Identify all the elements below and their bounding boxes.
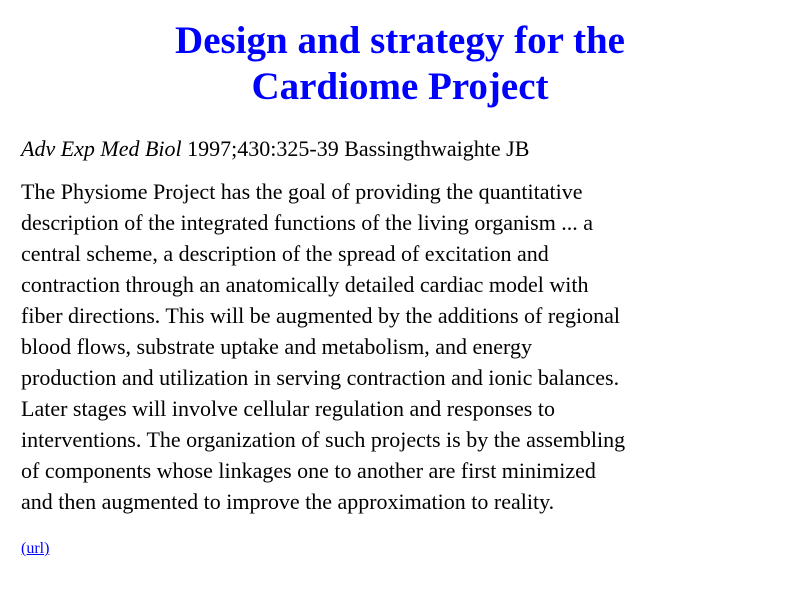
- citation-journal: Adv Exp Med Biol: [21, 136, 182, 161]
- abstract-text: [21, 176, 791, 517]
- slide-title: [0, 18, 800, 110]
- abstract-line: of components whose linkages one to another are first minimized: [21, 458, 596, 483]
- citation-details: 1997;430:325-39 Bassingthwaighte JB: [181, 136, 530, 161]
- abstract-line: production and utilization in serving contraction and ionic balances.: [21, 365, 620, 390]
- citation: [21, 134, 529, 164]
- abstract-line: blood flows, substrate uptake and metabolism, and energy: [21, 334, 532, 359]
- abstract-line: contraction through an anatomically detailed cardiac model with: [21, 272, 589, 297]
- abstract-line: and then augmented to improve the approximation to reality.: [21, 489, 555, 514]
- abstract-line: interventions. The organization of such projects is by the assembling: [21, 427, 626, 452]
- abstract-line: central scheme, a description of the spread of excitation and: [21, 241, 549, 266]
- abstract-line: fiber directions. This will be augmented by the additions of regional: [21, 303, 620, 328]
- title-line-2: Cardiome Project: [251, 65, 549, 108]
- title-line-1: Design and strategy for the: [175, 19, 625, 62]
- abstract-line: The Physiome Project has the goal of providing the quantitative: [21, 179, 583, 204]
- url-link[interactable]: (url): [21, 540, 50, 557]
- abstract-line: description of the integrated functions of the living organism ... a: [21, 210, 594, 235]
- abstract-line: Later stages will involve cellular regulation and responses to: [21, 396, 555, 421]
